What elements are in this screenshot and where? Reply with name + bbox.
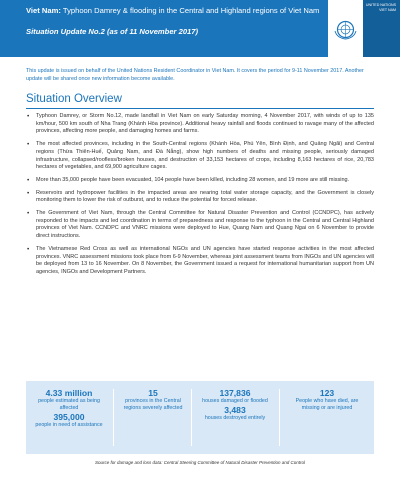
stat-affected-people <box>30 388 108 428</box>
stat-casualties <box>288 388 366 412</box>
stat-value: 15 <box>148 388 158 398</box>
stat-label-secondary: houses destroyed entirely <box>204 414 266 421</box>
section-divider <box>26 108 374 109</box>
side-label-country: VIET NAM <box>379 8 396 12</box>
stat-value: 123 <box>319 388 335 398</box>
bullet-icon: • <box>27 189 30 197</box>
bullet-icon: • <box>27 141 30 149</box>
list-item <box>26 246 374 277</box>
data-source-note: Source for damage and loss data: Central Steering Committee of Natural Disaster Prevention and Control <box>94 460 306 465</box>
bullet-text: The Vietnamese Red Cross as well as international NGOs and UN agencies have started response activities in the most affected provinces. VNRC assessment missions took place from 6-9 November, whereas joint assessment teams from INGOs and UN agencies will be deployed from 13 to 16 November. On 8 November, the Government issued a request for international humanitarian support from UN agencies, INGOs and Development Partners. <box>36 245 374 275</box>
list-item <box>26 113 374 136</box>
bullet-icon: • <box>27 176 30 184</box>
stat-divider <box>113 389 114 446</box>
bullet-text: More than 35,000 people have been evacuated, 104 people have been killed, including 28 women, and 19 more are still missing. <box>36 176 350 183</box>
bullet-text: The Government of Viet Nam, through the Central Committee for Natural Disaster Prevention and Control (CCNDPC), has actively responded to the impacts and led coordination in terms of preparedness and response to the typhoon in the Central and Central Highland provinces of Viet Nam. CCNDPC and VNRC missions were deployed to Hue, Quang Nam and Quang Ngai on 6 November to provide direct instructions. <box>36 210 374 240</box>
stat-label-secondary: people in need of assistance <box>35 421 103 428</box>
document-title <box>26 6 326 16</box>
bullet-text: The most affected provinces, including in the South-Central regions (Khánh Hòa, Phú Yên, Bình Định, and Quảng Ngãi) and Central regions (Thừa Thiên-Huế, Quảng Nam, and Đà Nẵng), show high numbers of deaths and missing people, seriously damaged infrastructure, collapsed/roofless/broken houses, and destruction of 33,153 hectares of crops, including 8,163 hectares of rice, 20,783 hectares of vegetables, and 69,900 agriculture cages. <box>36 141 374 171</box>
bullet-icon: • <box>27 210 30 218</box>
list-item <box>26 190 374 205</box>
bullet-icon: • <box>27 245 30 253</box>
stat-divider <box>279 389 280 446</box>
stat-divider <box>191 389 192 446</box>
un-vietnam-tab <box>363 0 400 57</box>
stat-value: 4.33 million <box>45 388 93 398</box>
list-item <box>26 177 374 185</box>
bullet-icon: • <box>27 113 30 120</box>
stat-value-secondary: 395,000 <box>53 411 85 422</box>
stat-label: houses damaged or flooded <box>202 398 268 404</box>
section-title: Situation Overview <box>26 93 122 105</box>
stat-houses <box>198 388 272 422</box>
intro-paragraph: This update is issued on behalf of the United Nations Resident Coordinator in Viet Nam. It covers the period for 9-11 November 2017. Another update will be shared once new information become available. <box>26 68 364 82</box>
title-text: Typhoon Damrey & flooding in the Central and Highland regions of Viet Nam <box>60 6 320 15</box>
stat-label: provinces in the Central regions severely affected <box>123 398 183 411</box>
list-item <box>26 141 374 172</box>
stat-label: people estimated as being affected <box>38 398 100 411</box>
bullet-text: Reservoirs and hydropower facilities in the impacted areas are nearing total water storage capacity, and the Government is closely monitoring them to lower the risk of outburst, and to reduce the potential for forced release. <box>36 189 374 204</box>
stat-value: 137,836 <box>219 388 251 398</box>
title-country: Viet Nam: <box>26 6 61 15</box>
overview-bullet-list <box>26 113 374 282</box>
stat-label: People who have died, are missing or are injured <box>295 398 359 411</box>
bullet-text: Typhoon Damrey, or Storm No.12, made landfall in Viet Nam on early Saturday morning, 4 November 2017, with winds of up to 135 km/hour, 500 km south of Nha Trang (Khánh Hòa province). Additional heavy rainfall and floods continued to ravage many of the affected provinces, affecting more people, and damaging homes and farms. <box>36 113 374 135</box>
stat-value-secondary: 3,483 <box>224 404 246 415</box>
side-label-un: UNITED NATIONS <box>365 3 396 7</box>
list-item <box>26 210 374 241</box>
document-subtitle: Situation Update No.2 (as of 11 November 2017) <box>26 27 199 36</box>
un-emblem-icon <box>333 19 358 40</box>
header-banner <box>0 0 400 57</box>
stat-provinces <box>122 388 184 412</box>
key-figures-strip <box>26 381 374 454</box>
